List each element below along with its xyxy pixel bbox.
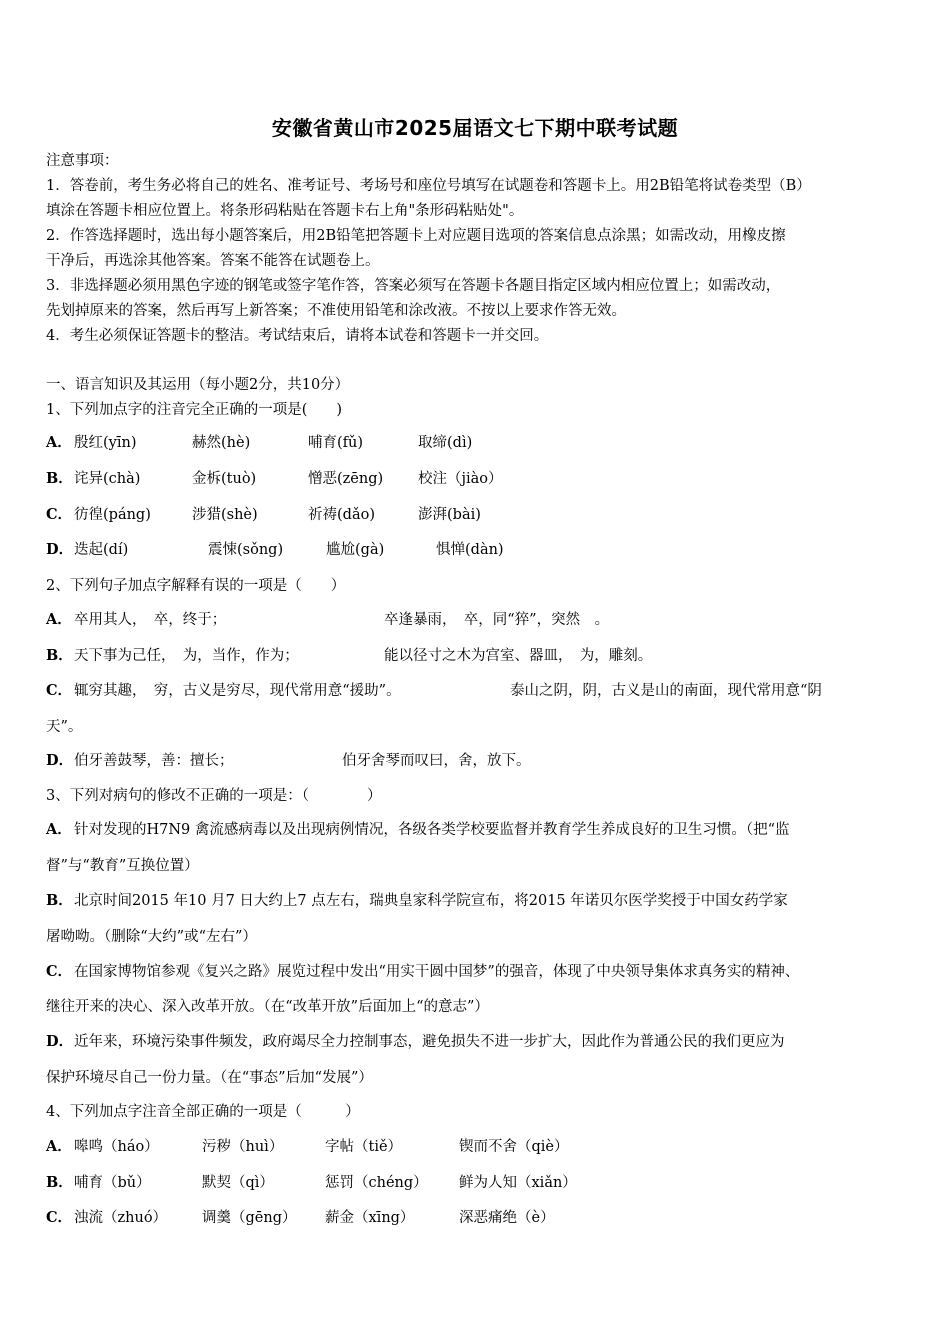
question-stem: 2、下列句子加点字解释有误的一项是（ ） [46, 578, 346, 594]
option-label: C． [46, 506, 73, 523]
notes-line: 4．考生必须保证答题卡的整洁。考试结束后，请将本试卷和答题卡一并交回。 [46, 328, 549, 344]
text-line [46, 963, 799, 981]
option-text: 北京时间2015 年10 月7 日大约上7 点左右，瑞典皇家科学院宣布，将2015 年诺贝尔医学奖授于中国女药学家 [74, 893, 788, 909]
option-row [46, 506, 481, 524]
text-line [46, 1033, 785, 1051]
option-label: C． [46, 1209, 73, 1226]
option-item: 憎恶(zēng) [308, 471, 384, 487]
notes-line: 先划掉原来的答案，然后再写上新答案；不准使用铅笔和涂改液。不按以上要求作答无效。 [46, 303, 626, 319]
option-label: D． [46, 752, 74, 769]
option-item: 天”。 [46, 719, 83, 735]
question-stem: 1、下列加点字的注音完全正确的一项是( ) [46, 402, 343, 418]
notes-line: 2．作答选择题时，选出每小题答案后，用2B铅笔把答题卡上对应题目选项的答案信息点涂黑；如需改动，用橡皮擦 [46, 228, 786, 244]
notes-line: 3．非选择题必须用黑色字迹的钢笔或签字笔作答，答案必须写在答题卡各题目指定区域内相应位置上；如需改动， [46, 278, 781, 294]
option-row [46, 434, 473, 452]
option-item: 默契（qì） [202, 1175, 274, 1191]
option-item: 涉猎(shè) [192, 507, 258, 523]
option-item: 取缔(dì) [418, 435, 473, 451]
option-item: 赫然(hè) [192, 435, 251, 451]
option-item: 调羹（gēng） [202, 1210, 297, 1226]
option-item: 能以径寸之木为宫室、器皿， 为，雕刻。 [384, 648, 653, 664]
option-label: A． [46, 821, 72, 838]
notes-line: 填涂在答题卡相应位置上。将条形码粘贴在答题卡右上角"条形码粘贴处"。 [46, 203, 524, 219]
option-label: B． [46, 470, 73, 487]
option-row [46, 470, 503, 488]
option-item: 锲而不舍（qiè） [459, 1139, 569, 1155]
option-row [46, 1138, 569, 1156]
option-label: A． [46, 1138, 72, 1155]
notes-line: 1．答卷前，考生务必将自己的姓名、准考证号、考场号和座位号填写在试题卷和答题卡上。用2B铅笔将试卷类型（B） [46, 178, 811, 194]
option-item: 金柝(tuò) [192, 471, 257, 487]
option-item: 祈祷(dǎo) [308, 507, 375, 523]
option-item: 天下事为己任， 为，当作，作为； [74, 648, 299, 664]
option-item: 伯牙善鼓琴，善：擅长； [74, 753, 234, 769]
option-item: 卒逢暴雨， 卒，同“猝”，突然 。 [384, 612, 610, 628]
text-line: 督”与“教育”互换位置） [46, 858, 199, 874]
section-heading: 一、语言知识及其运用（每小题2分，共10分） [46, 377, 350, 393]
option-item: 惩罚（chéng） [325, 1175, 428, 1191]
option-item: 澎湃(bài) [418, 507, 481, 523]
option-item: 迭起(dí) [74, 542, 129, 558]
option-item: 殷红(yīn) [74, 435, 137, 451]
option-row [46, 541, 504, 559]
option-row [46, 682, 822, 700]
option-item: 彷徨(páng) [74, 507, 151, 523]
option-label: D． [46, 1033, 74, 1050]
text-line [46, 892, 788, 910]
option-row [46, 611, 610, 629]
option-label: C． [46, 963, 73, 980]
option-item: 卒用其人， 卒，终于； [74, 612, 227, 628]
option-row [46, 1174, 577, 1192]
option-text: 针对发现的H7N9 禽流感病毒以及出现病例情况，各级各类学校要监督并教育学生养成良好的卫生习惯。（把“监 [74, 822, 790, 838]
option-item: 震悚(sǒng) [208, 542, 284, 558]
option-label: D． [46, 541, 74, 558]
option-item: 哺育（bǔ） [74, 1175, 151, 1191]
text-line [46, 821, 790, 839]
option-item: 惧惮(dàn) [436, 542, 504, 558]
option-item: 深恶痛绝（è） [459, 1210, 555, 1226]
page-title: 安徽省黄山市2025届语文七下期中联考试题 [271, 116, 679, 140]
option-item: 嗥鸣（háo） [74, 1139, 159, 1155]
option-label: C． [46, 682, 73, 699]
text-line: 继往开来的决心、深入改革开放。（在“改革开放”后面加上“的意志”） [46, 999, 489, 1015]
option-label: B． [46, 892, 73, 909]
option-item: 校注（jiào） [418, 471, 503, 487]
option-item: 字帖（tiě） [325, 1139, 403, 1155]
option-row [46, 647, 653, 665]
option-label: A． [46, 434, 72, 451]
question-stem: 3、下列对病句的修改不正确的一项是：（ ） [46, 788, 382, 804]
notes-heading: 注意事项： [46, 153, 119, 169]
option-item: 辄穷其趣， 穷，古义是穷尽，现代常用意“援助”。 [74, 683, 401, 699]
option-item: 哺育(fǔ) [308, 435, 364, 451]
option-text: 在国家博物馆参观《复兴之路》展览过程中发出“用实干圆中国梦”的强音，体现了中央领导集体求真务实的精神、 [74, 964, 800, 980]
option-item: 浊流（zhuó） [74, 1210, 168, 1226]
text-line: 屠呦呦。（删除“大约”或“左右”） [46, 929, 257, 945]
option-item: 薪金（xīng） [325, 1210, 415, 1226]
option-item: 鲜为人知（xiǎn） [459, 1175, 577, 1191]
option-item: 泰山之阴，阴，古义是山的南面，现代常用意“阴 [510, 683, 822, 699]
option-label: B． [46, 647, 73, 664]
option-item: 污秽（huì） [202, 1139, 284, 1155]
option-row [46, 752, 531, 770]
question-stem: 4、下列加点字注音全部正确的一项是（ ） [46, 1104, 360, 1120]
option-item: 诧异(chà) [74, 471, 141, 487]
option-item: 尴尬(gà) [326, 542, 385, 558]
option-label: B． [46, 1174, 73, 1191]
notes-line: 干净后，再选涂其他答案。答案不能答在试题卷上。 [46, 253, 380, 269]
option-label: A． [46, 611, 72, 628]
text-line: 保护环境尽自己一份力量。（在“事态”后加“发展”） [46, 1070, 373, 1086]
option-text: 近年来，环境污染事件频发，政府竭尽全力控制事态，避免损失不进一步扩大，因此作为普通公民的我们更应为 [74, 1034, 785, 1050]
option-row [46, 1209, 555, 1227]
option-item: 伯牙舍琴而叹曰，舍，放下。 [342, 753, 531, 769]
